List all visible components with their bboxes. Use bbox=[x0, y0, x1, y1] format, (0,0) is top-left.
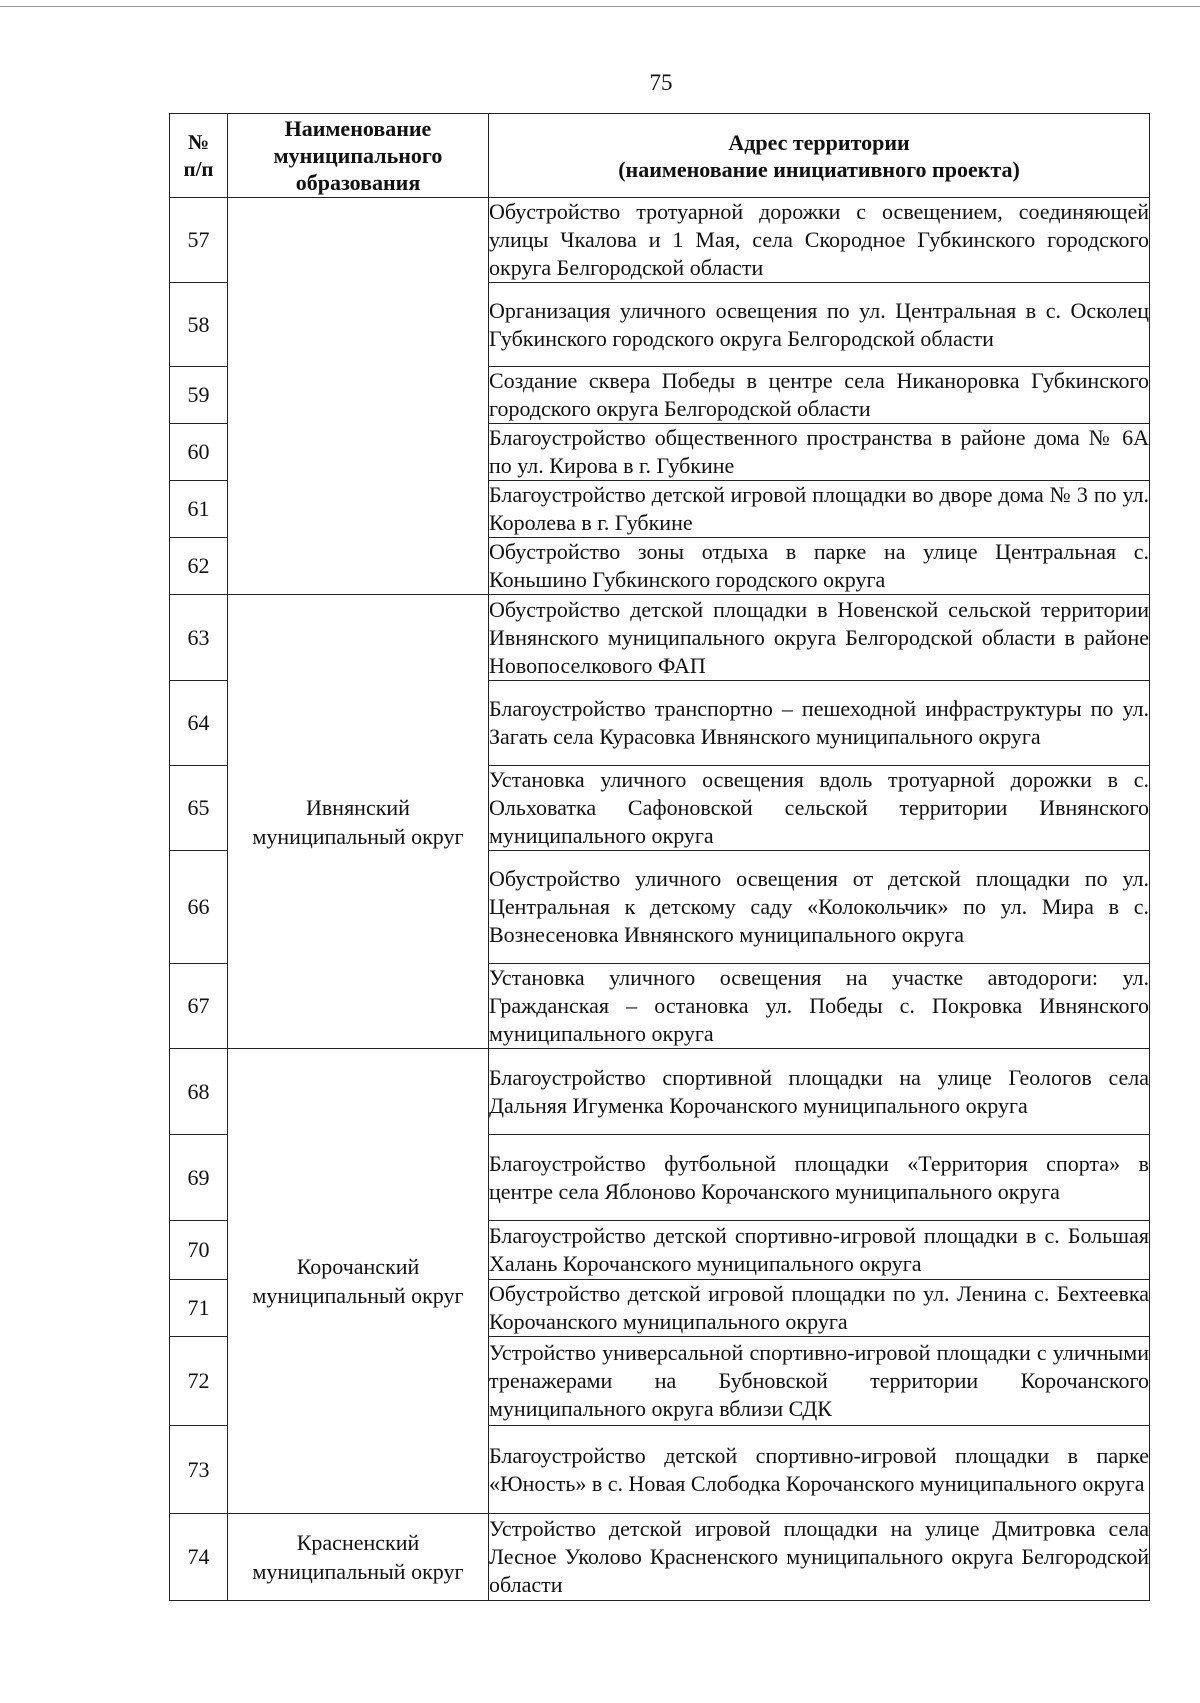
project-address: Установка уличного освещения вдоль тротуарной дорожки в с. Ольховатка Сафоновской сельской территории Ивнянского муниципального округа bbox=[489, 766, 1150, 851]
municipality-cell-ivnya bbox=[228, 595, 489, 1049]
header-municipality bbox=[228, 114, 489, 198]
project-address: Устройство детской игровой площадки на улице Дмитровка села Лесное Уколово Красненского муниципального округа Белгородской области bbox=[489, 1514, 1150, 1601]
project-address: Обустройство детской игровой площадки по ул. Ленина с. Бехтеевка Корочанского муниципального округа bbox=[489, 1280, 1150, 1337]
header-address-line2: (наименование инициативного проекта) bbox=[618, 156, 1020, 182]
project-address: Организация уличного освещения по ул. Центральная в с. Осколец Губкинского городского округа Белгородской области bbox=[489, 283, 1150, 367]
projects-table bbox=[169, 113, 1150, 1601]
project-address: Обустройство тротуарной дорожки с освещением, соединяющей улицы Чкалова и 1 Мая, села Скородное Губкинского городского округа Белгородской области bbox=[489, 198, 1150, 283]
row-number: 74 bbox=[170, 1514, 228, 1601]
header-number bbox=[170, 114, 228, 198]
project-address: Благоустройство детской игровой площадки во дворе дома № 3 по ул. Королева в г. Губкине bbox=[489, 481, 1150, 538]
row-number: 71 bbox=[170, 1280, 228, 1337]
row-number: 73 bbox=[170, 1426, 228, 1514]
row-number: 61 bbox=[170, 481, 228, 538]
table-row bbox=[170, 198, 1150, 283]
municipality-name-line2: муниципальный округ bbox=[252, 1283, 464, 1308]
header-municipality-line1: Наименование bbox=[284, 116, 432, 141]
municipality-name-line1: Красненский bbox=[296, 1530, 420, 1555]
project-address: Обустройство зоны отдыха в парке на улице Центральная с. Коньшино Губкинского городского округа bbox=[489, 538, 1150, 595]
municipality-name-line1: Корочанский bbox=[296, 1254, 420, 1279]
row-number: 58 bbox=[170, 283, 228, 367]
table-row bbox=[170, 1049, 1150, 1135]
row-number: 68 bbox=[170, 1049, 228, 1135]
row-number: 65 bbox=[170, 766, 228, 851]
table-header-row bbox=[170, 114, 1150, 198]
top-border-line bbox=[0, 6, 1200, 7]
project-address: Благоустройство детской спортивно-игровой площадки в с. Большая Халань Корочанского муниципального округа bbox=[489, 1221, 1150, 1280]
project-address: Благоустройство спортивной площадки на улице Геологов села Дальняя Игуменка Корочанского муниципального округа bbox=[489, 1049, 1150, 1135]
project-address: Обустройство детской площадки в Новенской сельской территории Ивнянского муниципального округа Белгородской области в районе Новопоселкового ФАП bbox=[489, 595, 1150, 681]
row-number: 63 bbox=[170, 595, 228, 681]
municipality-name-line2: муниципальный округ bbox=[252, 1559, 464, 1584]
municipality-cell-krasnoe bbox=[228, 1514, 489, 1601]
page-number: 75 bbox=[649, 70, 673, 95]
project-address: Благоустройство общественного пространства в районе дома № 6А по ул. Кирова в г. Губкине bbox=[489, 424, 1150, 481]
header-address bbox=[489, 114, 1150, 198]
row-number: 72 bbox=[170, 1337, 228, 1426]
row-number: 57 bbox=[170, 198, 228, 283]
project-address: Благоустройство транспортно – пешеходной инфраструктуры по ул. Загать села Курасовка Ивнянского муниципального округа bbox=[489, 681, 1150, 766]
row-number: 66 bbox=[170, 851, 228, 964]
project-address: Благоустройство футбольной площадки «Территория спорта» в центре села Яблоново Корочанского муниципального округа bbox=[489, 1135, 1150, 1221]
row-number: 59 bbox=[170, 367, 228, 424]
municipality-cell-gubkin bbox=[228, 198, 489, 595]
header-municipality-line2: муниципального bbox=[273, 143, 443, 168]
row-number: 69 bbox=[170, 1135, 228, 1221]
municipality-cell-korocha bbox=[228, 1049, 489, 1514]
header-municipality-line3: образования bbox=[295, 170, 421, 195]
header-number-line2: п/п bbox=[183, 156, 214, 181]
header-number-line1: № bbox=[187, 129, 210, 154]
row-number: 60 bbox=[170, 424, 228, 481]
row-number: 67 bbox=[170, 964, 228, 1049]
row-number: 70 bbox=[170, 1221, 228, 1280]
table-row bbox=[170, 1514, 1150, 1601]
row-number: 62 bbox=[170, 538, 228, 595]
header-address-line1: Адрес территории bbox=[728, 129, 910, 155]
municipality-name-line1: Ивнянский bbox=[306, 794, 410, 820]
project-address: Создание сквера Победы в центре села Никаноровка Губкинского городского округа Белгородской области bbox=[489, 367, 1150, 424]
project-address: Обустройство уличного освещения от детской площадки по ул. Центральная к детскому саду «Колокольчик» по ул. Мира в с. Вознесеновка Ивнянского муниципального округа bbox=[489, 851, 1150, 964]
table-row bbox=[170, 595, 1150, 681]
project-address: Устройство универсальной спортивно-игровой площадки с уличными тренажерами на Бубновской территории Корочанского муниципального округа вблизи СДК bbox=[489, 1337, 1150, 1426]
project-address: Благоустройство детской спортивно-игровой площадки в парке «Юность» в с. Новая Слободка Корочанского муниципального округа bbox=[489, 1426, 1150, 1514]
project-address: Установка уличного освещения на участке автодороги: ул. Гражданская – остановка ул. Победы с. Покровка Ивнянского муниципального округа bbox=[489, 964, 1150, 1049]
municipality-name-line2: муниципальный округ bbox=[252, 823, 464, 849]
row-number: 64 bbox=[170, 681, 228, 766]
